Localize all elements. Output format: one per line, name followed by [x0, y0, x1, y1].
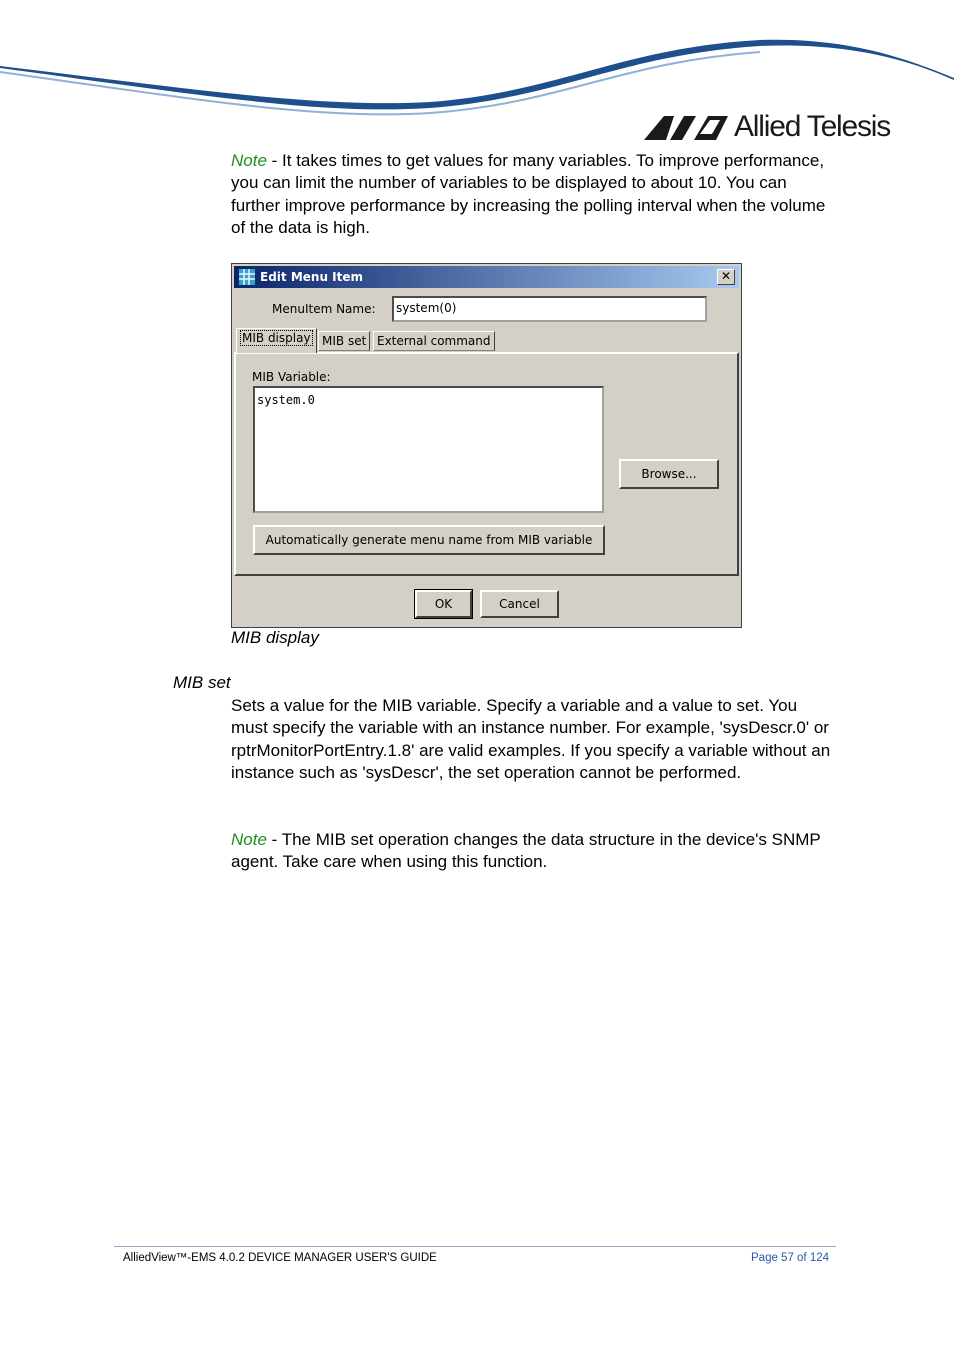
- close-button[interactable]: ✕: [717, 269, 735, 285]
- mib-variable-textarea[interactable]: system.0: [253, 386, 604, 513]
- ok-button[interactable]: OK: [415, 590, 472, 618]
- figure-caption: MIB display: [231, 628, 319, 647]
- dialog-title: Edit Menu Item: [260, 270, 364, 284]
- mib-set-note: [231, 829, 831, 874]
- footer-doc-title: AlliedView™-EMS 4.0.2 DEVICE MANAGER USER'S GUIDE: [123, 1252, 437, 1264]
- note-text: - It takes times to get values for many variables. To improve performance, you can limit the number of variables to be displayed to about 10. You can further improve performance by increasing the polling interval when the volume of the data is high.: [231, 151, 826, 238]
- dialog-titlebar: [234, 266, 739, 288]
- note-label: Note: [231, 830, 267, 849]
- menuitem-name-field[interactable]: system(0): [392, 296, 707, 322]
- note-label: Note: [231, 151, 267, 170]
- mib-set-body: Sets a value for the MIB variable. Specify a variable and a value to set. You must specify the variable with an instance number. For example, 'sysDescr.0' or rptrMonitorPortEntry.1.8' are valid examples. If you specify a variable without an instance such as 'sysDescr', the set operation cannot be performed.: [231, 696, 831, 783]
- grid-app-icon: [239, 269, 255, 285]
- menuitem-name-label: MenuItem Name:: [272, 302, 376, 316]
- allied-telesis-logo-mark: [644, 112, 728, 142]
- header-swoosh: [0, 0, 954, 125]
- brand-name: Allied Telesis: [734, 110, 891, 143]
- auto-generate-button[interactable]: Automatically generate menu name from MIB variable: [253, 525, 605, 555]
- browse-button[interactable]: Browse...: [619, 459, 719, 489]
- tab-panel: [234, 352, 739, 576]
- tab-mib-display-label: MIB display: [242, 331, 311, 345]
- cancel-button[interactable]: Cancel: [480, 590, 559, 618]
- tab-mib-display[interactable]: [236, 328, 317, 353]
- note-paragraph: [231, 150, 831, 240]
- mib-variable-label: MIB Variable:: [252, 370, 331, 384]
- mib-set-heading: MIB set: [173, 673, 231, 692]
- tab-mib-set[interactable]: MIB set: [318, 331, 370, 351]
- footer-page-number: Page 57 of 124: [751, 1252, 830, 1264]
- footer-divider: [114, 1246, 836, 1247]
- tab-external-command[interactable]: External command: [373, 331, 495, 351]
- edit-menu-item-dialog: [231, 263, 742, 628]
- allied-telesis-logo: [644, 110, 904, 144]
- note-text: - The MIB set operation changes the data structure in the device's SNMP agent. Take care when using this function.: [231, 830, 821, 872]
